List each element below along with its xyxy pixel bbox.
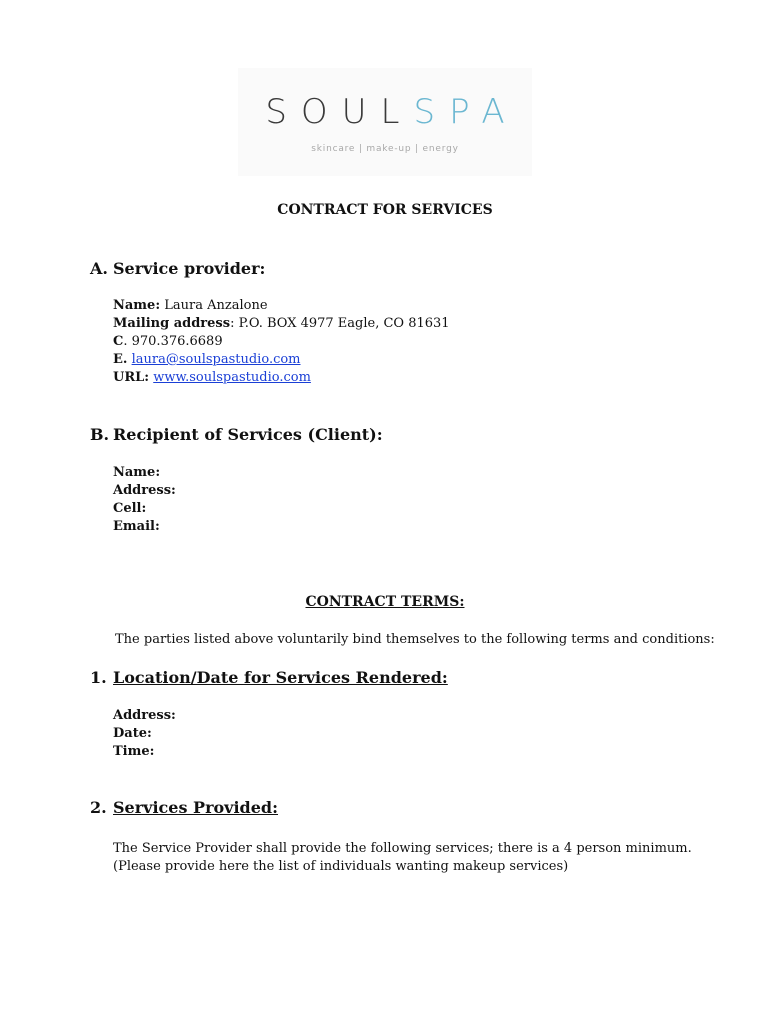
client-email-label: Email: bbox=[113, 519, 160, 534]
section-1-heading bbox=[90, 668, 448, 687]
service-date-label: Date: bbox=[113, 726, 152, 741]
section-a-letter: A. bbox=[90, 259, 108, 278]
service-provider-details bbox=[113, 297, 450, 387]
logo-spa-text: SPA bbox=[413, 92, 519, 132]
provider-cell-value: . 970.376.6689 bbox=[123, 334, 223, 349]
service-address-label: Address: bbox=[113, 708, 176, 723]
section-b-title: Recipient of Services (Client): bbox=[113, 425, 383, 444]
provider-mailing-row bbox=[113, 315, 450, 333]
section-1-number: 1. bbox=[90, 668, 107, 687]
document-title: CONTRACT FOR SERVICES bbox=[277, 202, 493, 218]
provider-email-link[interactable]: laura@soulspastudio.com bbox=[131, 352, 301, 367]
contract-terms-intro: The parties listed above voluntarily bind themselves to the following terms and conditions: bbox=[115, 632, 715, 647]
client-details bbox=[113, 464, 176, 536]
client-address-label: Address: bbox=[113, 483, 176, 498]
services-provided-line-1: The Service Provider shall provide the following services; there is a 4 person minimum. bbox=[113, 841, 692, 856]
provider-url-label: URL: bbox=[113, 370, 150, 385]
client-cell-label: Cell: bbox=[113, 501, 147, 516]
provider-url-link[interactable]: www.soulspastudio.com bbox=[153, 370, 311, 385]
provider-email-row bbox=[113, 351, 450, 369]
section-2-title: Services Provided: bbox=[113, 798, 279, 817]
provider-url-row bbox=[113, 369, 450, 387]
provider-name-label: Name: bbox=[113, 298, 161, 313]
service-time-label: Time: bbox=[113, 744, 155, 759]
provider-cell-label: C bbox=[113, 334, 124, 349]
contract-terms-title: CONTRACT TERMS: bbox=[305, 594, 465, 610]
provider-cell-row bbox=[113, 333, 450, 351]
provider-mailing-label: Mailing address bbox=[113, 316, 231, 331]
section-a-title: Service provider: bbox=[113, 259, 266, 278]
provider-email-label: E. bbox=[113, 352, 128, 367]
provider-mailing-value: : P.O. BOX 4977 Eagle, CO 81631 bbox=[230, 316, 450, 331]
section-2-number: 2. bbox=[90, 798, 107, 817]
soulspa-logo bbox=[238, 68, 532, 176]
logo-soul-text: SOUL bbox=[265, 92, 414, 132]
provider-name-value: Laura Anzalone bbox=[164, 298, 268, 313]
section-b-heading bbox=[90, 425, 383, 444]
logo-tagline: skincare | make-up | energy bbox=[311, 144, 459, 154]
services-provided-line-2: (Please provide here the list of individuals wanting makeup services) bbox=[113, 859, 569, 874]
section-b-letter: B. bbox=[90, 425, 110, 444]
services-provided-text bbox=[113, 840, 692, 876]
provider-name-row bbox=[113, 297, 450, 315]
section-2-heading bbox=[90, 798, 278, 817]
section-1-title: Location/Date for Services Rendered: bbox=[113, 668, 448, 687]
logo-wordmark bbox=[238, 92, 532, 132]
section-a-heading bbox=[90, 259, 265, 278]
location-date-details bbox=[113, 707, 176, 761]
client-name-label: Name: bbox=[113, 465, 161, 480]
